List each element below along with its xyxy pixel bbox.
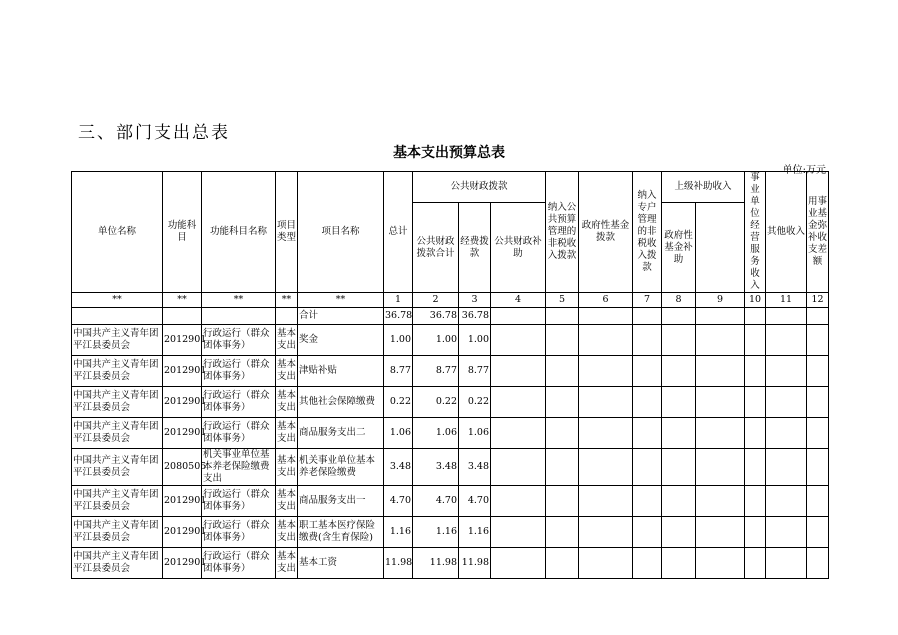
header-gov-fund-subsidy: 政府性基金补助 [662,203,696,293]
empty-cell [766,517,807,548]
empty-cell [633,517,662,548]
empty-cell [696,517,745,548]
func-name-cell: 行政运行（群众团体事务） [202,517,276,548]
header-public-finance-sum: 公共财政拨款合计 [413,203,459,293]
empty-cell [633,325,662,356]
empty-cell [745,387,766,418]
unit-name-cell: 中国共产主义青年团平江县委员会 [72,517,163,548]
total-cell: 1.00 [384,325,413,356]
empty-cell [491,486,546,517]
total-sum: 36.78 [413,308,459,325]
empty-cell [491,356,546,387]
empty-cell [662,356,696,387]
empty-cell [579,356,633,387]
func-name-cell: 行政运行（群众团体事务） [202,418,276,449]
func-code-cell: 2012901 [163,325,202,356]
empty-cell [546,548,579,579]
table-row [72,418,829,449]
empty-cell [579,418,633,449]
empty-cell [662,387,696,418]
index-cell: ** [163,293,202,308]
empty-cell [766,325,807,356]
table-row [72,486,829,517]
item-name-cell: 机关事业单位基本养老保险缴费 [298,449,384,486]
empty-cell [491,418,546,449]
header-nontax-budget: 纳入公共预算管理的非税收入拨款 [546,172,579,293]
empty-cell [579,517,633,548]
header-unit-name: 单位名称 [72,172,163,293]
empty-cell [807,418,829,449]
index-cell: 6 [579,293,633,308]
func-name-cell: 机关事业单位基本养老保险缴费支出 [202,449,276,486]
empty-cell [807,356,829,387]
empty-cell [745,449,766,486]
func-code-cell: 2012901 [163,548,202,579]
table-row [72,548,829,579]
empty-cell [546,486,579,517]
header-total: 总计 [384,172,413,293]
table-row [72,517,829,548]
empty-cell [696,418,745,449]
empty-cell [696,449,745,486]
item-name-cell: 商品服务支出二 [298,418,384,449]
empty-cell [662,325,696,356]
func-code-cell: 2012901 [163,356,202,387]
header-item-type: 项目类型 [276,172,298,293]
total-cell: 8.77 [384,356,413,387]
index-cell: 10 [745,293,766,308]
table-row [72,356,829,387]
index-cell: 8 [662,293,696,308]
func-name-cell: 行政运行（群众团体事务） [202,486,276,517]
unit-name-cell: 中国共产主义青年团平江县委员会 [72,449,163,486]
func-code-cell: 2012901 [163,486,202,517]
public-finance-sum-cell: 1.16 [413,517,459,548]
table-row [72,387,829,418]
expense-alloc-cell: 1.06 [459,418,491,449]
item-type-cell: 基本支出 [276,356,298,387]
index-cell: ** [276,293,298,308]
unit-label: 单位:万元 [782,165,826,176]
empty-cell [491,548,546,579]
empty-cell [546,449,579,486]
total-cell: 11.98 [384,548,413,579]
empty-cell [633,418,662,449]
func-name-cell: 行政运行（群众团体事务） [202,356,276,387]
unit-name-cell: 中国共产主义青年团平江县委员会 [72,548,163,579]
unit-name-cell: 中国共产主义青年团平江县委员会 [72,486,163,517]
empty-cell [662,449,696,486]
func-code-cell: 2012901 [163,418,202,449]
empty-cell [766,486,807,517]
index-cell: 1 [384,293,413,308]
total-value: 36.78 [384,308,413,325]
index-row [72,293,829,308]
header-expense-alloc: 经费拨款 [459,203,491,293]
expense-alloc-cell: 8.77 [459,356,491,387]
item-name-cell: 其他社会保障缴费 [298,387,384,418]
item-type-cell: 基本支出 [276,449,298,486]
empty-cell [745,325,766,356]
expense-alloc-cell: 0.22 [459,387,491,418]
unit-name-cell: 中国共产主义青年团平江县委员会 [72,356,163,387]
header-fund-balance: 用事业基金弥补收支差额 [807,172,829,293]
section-title: 三、部门支出总表 [78,123,230,143]
index-cell: 11 [766,293,807,308]
index-cell: 3 [459,293,491,308]
empty-cell [696,387,745,418]
empty-cell [766,356,807,387]
empty-cell [633,449,662,486]
index-cell: ** [298,293,384,308]
total-cell: 1.06 [384,418,413,449]
header-public-finance: 公共财政拨款 [413,172,546,203]
empty-cell [546,517,579,548]
item-type-cell: 基本支出 [276,387,298,418]
item-name-cell: 津贴补贴 [298,356,384,387]
header-func-code: 功能科目 [163,172,202,293]
header-item-name: 项目名称 [298,172,384,293]
empty-cell [766,387,807,418]
header-gov-fund: 政府性基金拨款 [579,172,633,293]
func-code-cell: 2012901 [163,387,202,418]
empty-cell [633,548,662,579]
table-row [72,449,829,486]
index-cell: 12 [807,293,829,308]
table-title: 基本支出预算总表 [393,145,505,161]
item-type-cell: 基本支出 [276,548,298,579]
public-finance-sum-cell: 3.48 [413,449,459,486]
empty-cell [579,548,633,579]
expense-alloc-cell: 4.70 [459,486,491,517]
empty-cell [579,449,633,486]
index-cell: 7 [633,293,662,308]
index-cell: 4 [491,293,546,308]
func-name-cell: 行政运行（群众团体事务） [202,548,276,579]
empty-cell [745,356,766,387]
empty-cell [807,486,829,517]
empty-cell [696,486,745,517]
budget-table [71,171,829,579]
total-row [72,308,829,325]
empty-cell [662,548,696,579]
item-type-cell: 基本支出 [276,418,298,449]
total-cell: 1.16 [384,517,413,548]
header-other-income: 其他收入 [766,172,807,293]
empty-cell [546,387,579,418]
empty-cell [807,449,829,486]
index-cell: ** [202,293,276,308]
func-code-cell: 2080505 [163,449,202,486]
item-type-cell: 基本支出 [276,517,298,548]
total-cell: 3.48 [384,449,413,486]
empty-cell [662,517,696,548]
empty-cell [745,418,766,449]
empty-cell [633,356,662,387]
header-upper-subsidy: 上级补助收入 [662,172,745,203]
func-name-cell: 行政运行（群众团体事务） [202,325,276,356]
public-finance-sum-cell: 11.98 [413,548,459,579]
total-label: 合计 [298,308,384,325]
unit-name-cell: 中国共产主义青年团平江县委员会 [72,418,163,449]
index-cell: ** [72,293,163,308]
header-business-income: 事业单位经营服务收入 [745,172,766,293]
empty-cell [696,548,745,579]
empty-cell [807,517,829,548]
item-name-cell: 职工基本医疗保险缴费(含生育保险) [298,517,384,548]
empty-cell [491,325,546,356]
empty-cell [745,486,766,517]
item-type-cell: 基本支出 [276,325,298,356]
empty-cell [546,418,579,449]
empty-cell [807,548,829,579]
expense-alloc-cell: 3.48 [459,449,491,486]
empty-cell [546,356,579,387]
unit-name-cell: 中国共产主义青年团平江县委员会 [72,387,163,418]
item-name-cell: 奖金 [298,325,384,356]
empty-cell [807,325,829,356]
item-type-cell: 基本支出 [276,486,298,517]
empty-cell [807,387,829,418]
total-expense: 36.78 [459,308,491,325]
item-name-cell: 商品服务支出一 [298,486,384,517]
func-code-cell: 2012901 [163,517,202,548]
expense-alloc-cell: 1.16 [459,517,491,548]
index-cell: 9 [696,293,745,308]
empty-cell [579,325,633,356]
empty-cell [766,548,807,579]
empty-cell [745,548,766,579]
table-row [72,325,829,356]
empty-cell [662,486,696,517]
public-finance-sum-cell: 8.77 [413,356,459,387]
index-cell: 2 [413,293,459,308]
empty-cell [696,356,745,387]
empty-cell [579,387,633,418]
empty-cell [662,418,696,449]
empty-cell [491,387,546,418]
empty-cell [633,486,662,517]
empty-cell [491,517,546,548]
index-cell: 5 [546,293,579,308]
func-name-cell: 行政运行（群众团体事务） [202,387,276,418]
empty-cell [546,325,579,356]
item-name-cell: 基本工资 [298,548,384,579]
header-special-nontax: 纳入专户管理的非税收入拨款 [633,172,662,293]
empty-cell [766,418,807,449]
total-cell: 0.22 [384,387,413,418]
public-finance-sum-cell: 0.22 [413,387,459,418]
empty-cell [696,325,745,356]
empty-cell [766,449,807,486]
expense-alloc-cell: 1.00 [459,325,491,356]
public-finance-sum-cell: 1.00 [413,325,459,356]
header-func-name: 功能科目名称 [202,172,276,293]
empty-cell [579,486,633,517]
header-public-subsidy: 公共财政补助 [491,203,546,293]
empty-cell [745,517,766,548]
public-finance-sum-cell: 4.70 [413,486,459,517]
total-cell: 4.70 [384,486,413,517]
empty-cell [491,449,546,486]
unit-name-cell: 中国共产主义青年团平江县委员会 [72,325,163,356]
public-finance-sum-cell: 1.06 [413,418,459,449]
empty-cell [633,387,662,418]
expense-alloc-cell: 11.98 [459,548,491,579]
